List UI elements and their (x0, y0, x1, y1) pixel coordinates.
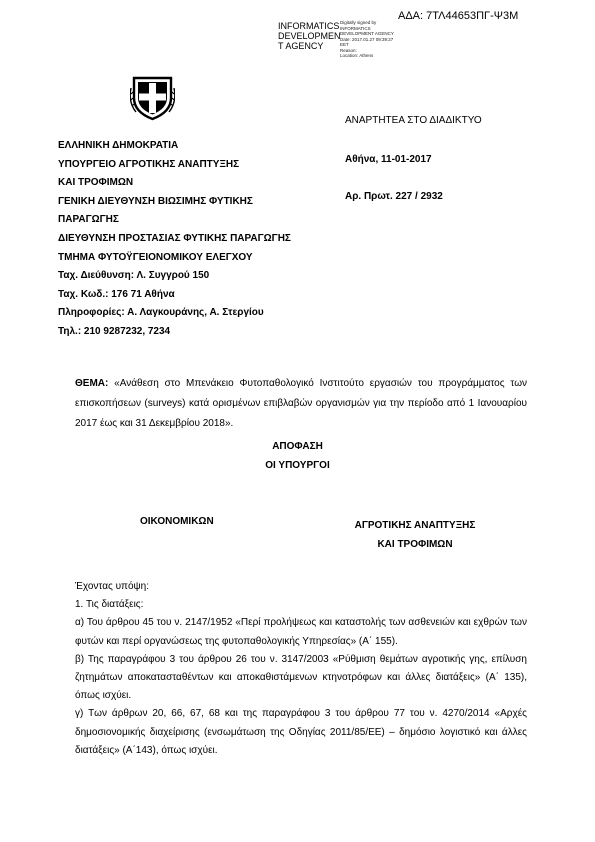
header-line: Ταχ. Κωδ.: 176 71 Αθήνα (58, 288, 175, 300)
signer-line: INFORMATICS (278, 21, 340, 31)
protocol-number: Αρ. Πρωτ. 227 / 2932 (345, 191, 443, 202)
post-online-notice: ΑΝΑΡΤΗΤΕΑ ΣΤΟ ΔΙΑΔΙΚΤΥΟ (345, 115, 482, 126)
signer-line: DEVELOPMEN (278, 31, 341, 41)
decision-heading (0, 437, 595, 475)
body-paragraph: 1. Τις διατάξεις: (75, 599, 144, 611)
decision-subtitle: ΟΙ ΥΠΟΥΡΓΟΙ (265, 460, 330, 471)
header-line: Τηλ.: 210 9287232, 7234 (58, 325, 171, 337)
header-line: ΚΑΙ ΤΡΟΦΙΜΩΝ (58, 177, 134, 189)
signature-meta-line: EET (340, 42, 349, 47)
header-line: Ταχ. Διεύθυνση: Λ. Συγγρού 150 (58, 270, 210, 282)
ministry-finance: ΟΙΚΟΝΟΜΙΚΩΝ (140, 516, 214, 527)
subject-paragraph (75, 374, 527, 434)
header-line: ΓΕΝΙΚΗ ΔΙΕΥΘΥΝΣΗ ΒΙΩΣΙΜΗΣ ΦΥΤΙΚΗΣ (58, 195, 253, 207)
header-line: ΔΙΕΥΘΥΝΣΗ ΠΡΟΣΤΑΣΙΑΣ ΦΥΤΙΚΗΣ ΠΑΡΑΓΩΓΗΣ (58, 232, 291, 244)
signature-meta-line: Reason: (340, 47, 357, 53)
signature-meta-line: Date: 2017.01.27 09:39:27 (340, 36, 394, 42)
digital-signature-details (340, 20, 394, 59)
body-paragraph: α) Του άρθρου 45 του ν. 2147/1952 «Περί προλήψεως και καταστολής των ασθενειών και εχθρών των φυτών και περί οργανώσεως της φυτοπαθολογικής Υπηρεσίας» (Α΄ 155). (75, 617, 527, 647)
greek-coat-of-arms-emblem (130, 72, 175, 122)
subject-text: «Ανάθεση στο Μπενάκειο Φυτοπαθολογικό Ινστιτούτο εργασιών του προγράμματος των επισκοπήσεων (surveys) κατά ορισμένων επιβλαβών οργανισμών για την περίοδο από 1 Ιανουαρίου 2017 έως και 31 Δεκεμβρίου 2018». (75, 378, 527, 429)
body-paragraph: β) Της παραγράφου 3 του άρθρου 26 του ν. 3147/2003 «Ρύθμιση θεμάτων αγροτικής γης, επίλυση ζητημάτων αποκατασταθέντων και αποκαθιστάμενων κτηνοτρόφων και άλλες διατάξεις» (Α΄ 135), όπως ισχύει. (75, 653, 527, 702)
issuing-authority-header (58, 137, 291, 342)
signature-meta-line: Location: Athens (340, 53, 374, 58)
header-line: ΠΑΡΑΓΩΓΗΣ (58, 214, 119, 226)
signer-line: T AGENCY (278, 41, 324, 51)
ministry-agriculture-line: ΚΑΙ ΤΡΟΦΙΜΩΝ (377, 539, 453, 550)
ministry-agriculture-line: ΑΓΡΟΤΙΚΗΣ ΑΝΑΠΤΥΞΗΣ (354, 520, 476, 531)
decision-title: ΑΠΟΦΑΣΗ (272, 441, 323, 452)
document-body (75, 578, 527, 760)
header-line: ΤΜΗΜΑ ΦΥΤΟΫΓΕΙΟΝΟΜΙΚΟΥ ΕΛΕΓΧΟΥ (58, 251, 253, 263)
body-paragraph: Έχοντας υπόψη: (75, 581, 149, 592)
digital-signature-signer (278, 21, 340, 51)
signature-meta-line: DEVELOPMENT AGENCY (340, 31, 394, 36)
ada-number: ΑΔΑ: 7ΤΛ44653ΠΓ-Ψ3Μ (398, 10, 519, 22)
body-paragraph: γ) Των άρθρων 20, 66, 67, 68 και της παραγράφου 3 του άρθρου 77 του ν. 4270/2014 «Αρχές δημοσιονομικής διαχείρισης (ενσωμάτωση της Οδηγίας 2011/85/ΕΕ) – δημόσιο λογιστικό και άλλες διατάξεις» (Α΄143), όπως ισχύει. (75, 708, 527, 756)
subject-label: ΘΕΜΑ: (75, 378, 109, 389)
ministry-agriculture (300, 516, 530, 554)
signature-meta-line: INFORMATICS (340, 25, 371, 31)
header-line: Πληροφορίες: Α. Λαγκουράνης, Α. Στεργίου (58, 307, 264, 319)
signature-meta-line: Digitally signed by (340, 20, 377, 25)
header-line: ΕΛΛΗΝΙΚΗ ΔΗΜΟΚΡΑΤΙΑ (58, 140, 179, 151)
document-date: Αθήνα, 11-01-2017 (345, 154, 432, 165)
header-line: ΥΠΟΥΡΓΕΙΟ ΑΓΡΟΤΙΚΗΣ ΑΝΑΠΤΥΞΗΣ (58, 158, 240, 170)
